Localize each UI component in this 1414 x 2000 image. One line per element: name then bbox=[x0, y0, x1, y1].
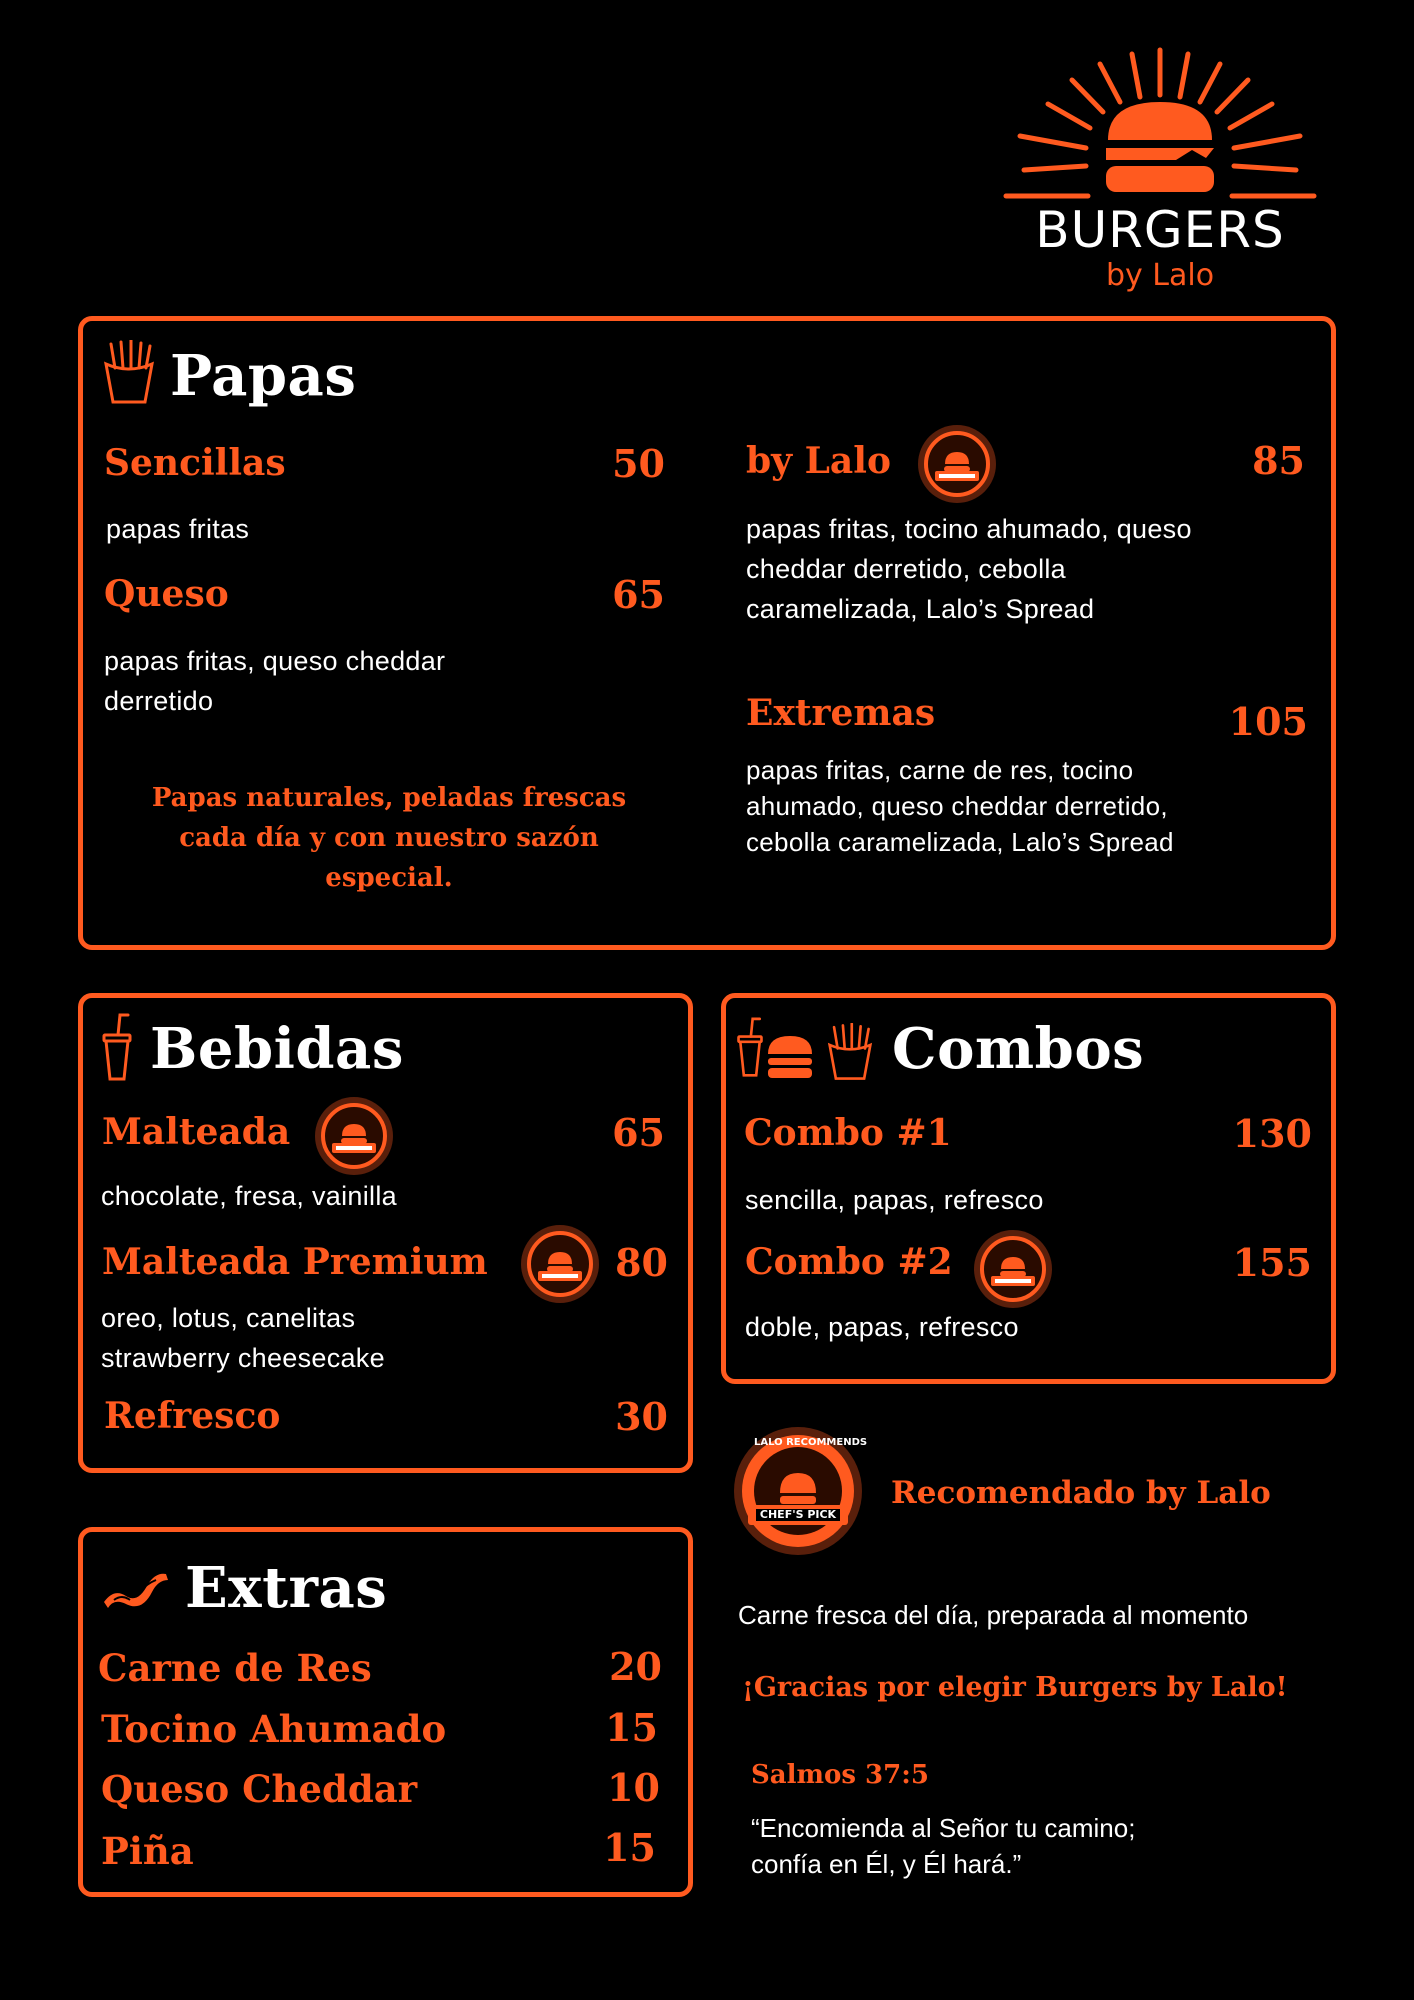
bebidas-item-name: Malteada bbox=[102, 1111, 291, 1153]
extras-item-name: Carne de Res bbox=[98, 1646, 372, 1690]
extras-item-price: 20 bbox=[609, 1644, 662, 1689]
fries-icon bbox=[827, 1023, 873, 1081]
fries-icon bbox=[103, 340, 155, 404]
extras-item-name: Piña bbox=[101, 1829, 194, 1873]
extras-item-name: Tocino Ahumado bbox=[101, 1707, 447, 1751]
extras-item-price: 10 bbox=[607, 1765, 660, 1810]
extras-item-name: Queso Cheddar bbox=[101, 1767, 418, 1811]
papas-item-price: 105 bbox=[1228, 699, 1308, 744]
extras-item-price: 15 bbox=[603, 1825, 656, 1870]
combos-item-price: 130 bbox=[1232, 1111, 1312, 1156]
papas-item-desc: papas fritas, tocino ahumado, queso cheddar derretido, cebolla caramelizada, Lalo’s Spread bbox=[746, 514, 1192, 624]
verse-line: “Encomienda al Señor tu camino; bbox=[751, 1813, 1136, 1843]
bebidas-item-price: 65 bbox=[612, 1110, 665, 1155]
combos-item-name: Combo #1 bbox=[744, 1112, 952, 1154]
brand-logo bbox=[1000, 40, 1320, 300]
combos-item-price: 155 bbox=[1232, 1240, 1312, 1285]
papas-item-name: Queso bbox=[104, 573, 229, 615]
chefs-pick-large-badge bbox=[728, 1425, 868, 1557]
papas-item-name: Extremas bbox=[746, 692, 936, 734]
papas-item-name: Sencillas bbox=[104, 442, 286, 484]
papas-item-price: 65 bbox=[612, 572, 665, 617]
verse-reference: Salmos 37:5 bbox=[751, 1760, 929, 1790]
papas-item-desc: papas fritas, queso cheddar derretido bbox=[104, 646, 446, 716]
chefs-pick-badge bbox=[917, 424, 997, 504]
combos-item-desc: sencilla, papas, refresco bbox=[745, 1185, 1044, 1215]
fresh-meat-note: Carne fresca del día, preparada al momento bbox=[738, 1600, 1249, 1630]
papas-item-price: 50 bbox=[612, 441, 665, 486]
bebidas-item-desc: oreo, lotus, canelitas strawberry cheesecake bbox=[101, 1303, 385, 1373]
bacon-icon bbox=[100, 1566, 170, 1612]
bebidas-item-price: 80 bbox=[615, 1240, 668, 1285]
papas-item-price: 85 bbox=[1252, 438, 1305, 483]
combos-title: Combos bbox=[892, 1016, 1145, 1082]
chefs-pick-badge bbox=[973, 1229, 1053, 1309]
badge-center-text: CHEF'S PICK bbox=[759, 1508, 837, 1521]
verse-line: confía en Él, y Él hará.” bbox=[751, 1849, 1022, 1879]
chefs-pick-badge bbox=[314, 1096, 394, 1176]
thanks-message: ¡Gracias por elegir Burgers by Lalo! bbox=[742, 1672, 1288, 1703]
recommend-label: Recomendado by Lalo bbox=[891, 1475, 1271, 1511]
bebidas-item-name: Refresco bbox=[104, 1395, 281, 1437]
combos-item-name: Combo #2 bbox=[745, 1241, 953, 1283]
burger-icon bbox=[766, 1034, 814, 1080]
bebidas-item-price: 30 bbox=[615, 1394, 668, 1439]
combos-item-desc: doble, papas, refresco bbox=[745, 1312, 1019, 1342]
extras-item-price: 15 bbox=[605, 1705, 658, 1750]
papas-item-desc: papas fritas, carne de res, tocino ahumado, queso cheddar derretido, cebolla caramelizada, Lalo’s Spread bbox=[746, 755, 1174, 857]
bebidas-item-desc: chocolate, fresa, vainilla bbox=[101, 1181, 397, 1211]
bebidas-item-name: Malteada Premium bbox=[102, 1241, 488, 1283]
papas-title: Papas bbox=[170, 343, 357, 409]
drink-cup-icon bbox=[100, 1013, 134, 1083]
papas-note: Papas naturales, peladas frescas cada día y con nuestro sazón especial. bbox=[151, 783, 627, 893]
brand-name: BURGERS bbox=[1035, 201, 1285, 259]
badge-top-text: LALO RECOMMENDS bbox=[754, 1437, 868, 1448]
brand-tagline: by Lalo bbox=[1105, 258, 1215, 293]
papas-item-name: by Lalo bbox=[746, 440, 891, 482]
drink-cup-icon bbox=[735, 1015, 765, 1081]
extras-title: Extras bbox=[185, 1555, 388, 1621]
sunburst-burger-icon bbox=[1000, 40, 1320, 210]
bebidas-title: Bebidas bbox=[150, 1016, 404, 1082]
papas-item-desc: papas fritas bbox=[106, 514, 250, 544]
